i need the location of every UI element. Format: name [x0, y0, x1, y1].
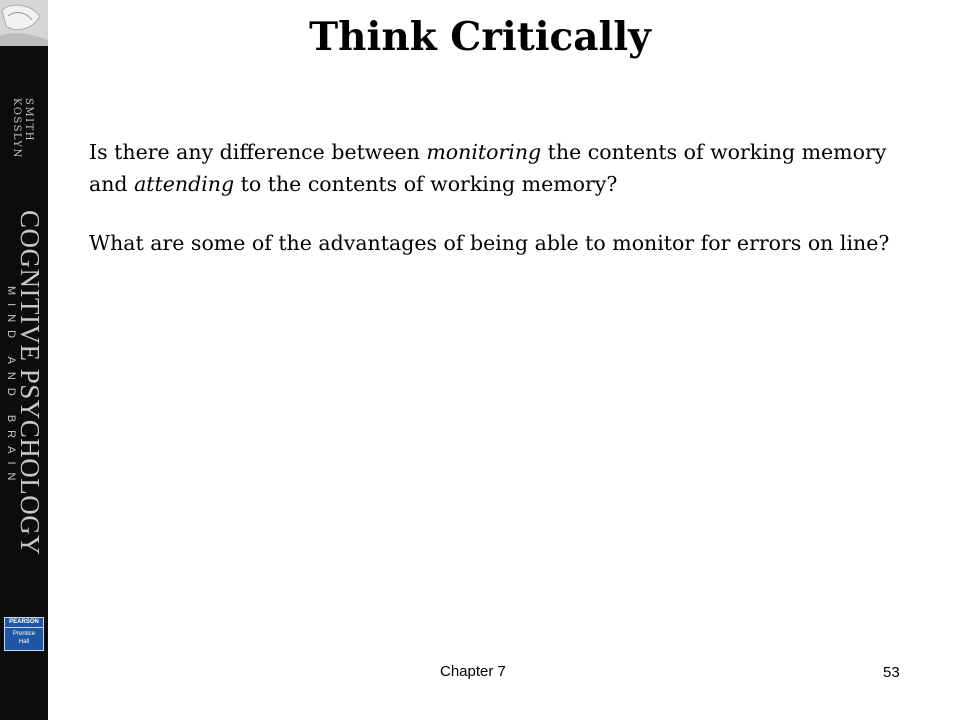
question-1-text-c: to the contents of working memory?	[234, 172, 618, 196]
publisher-logo	[4, 617, 44, 651]
question-paragraph-2: What are some of the advantages of being able to monitor for errors on line?	[89, 231, 890, 255]
author-smith: SMITH	[23, 98, 34, 142]
slide-body	[89, 136, 897, 286]
spine-authors	[10, 98, 34, 159]
question-1-emphasis-attending: attending	[134, 172, 235, 196]
footer-chapter-label: Chapter 7	[440, 663, 506, 680]
footer-page-number: 53	[883, 664, 900, 681]
imprint-line2: Hall	[18, 639, 30, 645]
publisher-name: PEARSON	[5, 618, 43, 628]
slide-title: Think Critically	[309, 14, 651, 60]
book-spine-sidebar	[0, 0, 48, 720]
spine-book-subtitle: MIND AND BRAIN	[5, 286, 17, 489]
question-1-text-a: Is there any difference between	[89, 140, 427, 164]
question-1-text-b: the contents of working memory and	[89, 140, 887, 196]
author-kosslyn: KOSSLYN	[11, 98, 22, 159]
imprint-line1: Prentice	[12, 631, 35, 637]
publisher-imprint	[5, 628, 43, 646]
question-1-emphasis-monitoring: monitoring	[426, 140, 542, 164]
spine-book-title: COGNITIVE PSYCHOLOGY	[15, 210, 45, 556]
spine-text	[0, 90, 48, 590]
question-paragraph-1	[89, 136, 897, 200]
